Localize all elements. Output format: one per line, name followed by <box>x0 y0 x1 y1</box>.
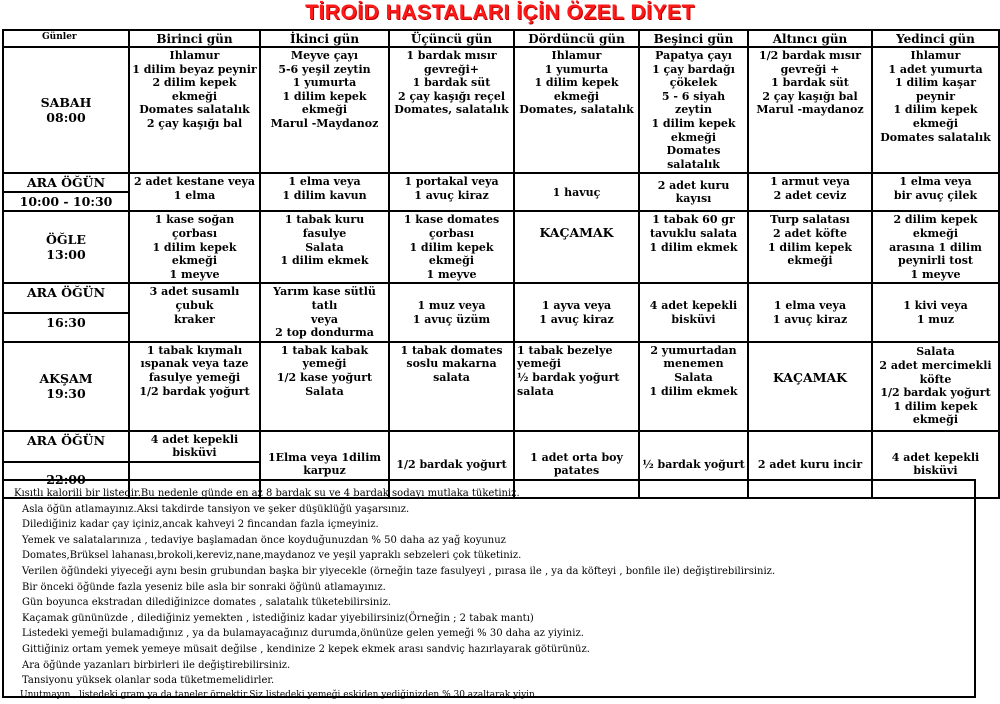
meal-cell: 1 havuç <box>514 173 639 211</box>
meal-cell: 1/2 bardak yoğurt <box>389 431 514 498</box>
meal-cell: 1 tabak domates soslu makarna salata <box>389 342 514 431</box>
meal-cell: Ihlamur 1 yumurta 1 dilim kepek ekmeği Domates, salatalık <box>514 47 639 173</box>
meal-cell: 1 ayva veya 1 avuç kiraz <box>514 283 639 341</box>
meal-cell: 1 kase domates çorbası 1 dilim kepek ekmeği 1 meyve <box>389 211 514 283</box>
meal-cell: 1 muz veya 1 avuç üzüm <box>389 283 514 341</box>
header-row <box>3 30 999 47</box>
meal-label: AKŞAM 19:30 <box>3 342 129 431</box>
meal-cell: 1Elma veya 1dilim karpuz <box>260 431 389 498</box>
notes-box <box>2 479 976 698</box>
meal-label: ÖĞLE 13:00 <box>3 211 129 283</box>
meal-cell: 3 adet susamlı çubuk kraker <box>129 283 260 341</box>
note-line: Asla öğün atlamayınız.Aksi takdirde tansiyon ve şeker düşüklüğü yaşarsınız. <box>22 503 410 515</box>
meal-cell: Papatya çayı 1 çay bardağı çökelek 5 - 6 siyah zeytin 1 dilim kepek ekmeği Domates salatalık <box>639 47 748 173</box>
note-line: Tansiyonu yüksek olanlar soda tüketmemelidirler. <box>22 675 275 687</box>
day-header: Yedinci gün <box>872 30 999 47</box>
note-line: Listedeki yemeği bulamadığınız , ya da bulamayacağınız durumda,önünüze gelen yemeği % 30 daha az yiyiniz. <box>22 628 584 640</box>
note-line: Ara öğünde yazanları birbirleri ile değiştirebilirsiniz. <box>22 659 291 671</box>
meal-cell: ½ bardak yoğurt <box>639 431 748 498</box>
meal-cell: 2 adet kuru kayısı <box>639 173 748 211</box>
meal-cell: Ihlamur 1 adet yumurta 1 dilim kaşar peynir 1 dilim kepek ekmeği Domates salatalık <box>872 47 999 173</box>
meal-cell: 2 adet kestane veya 1 elma <box>129 173 260 211</box>
meal-cell: 1 tabak bezelye yemeği ½ bardak yoğurt salata <box>514 342 639 431</box>
header-gunler: Günler <box>3 30 129 47</box>
meal-time: 10:00 - 10:30 <box>3 192 129 211</box>
meal-row-aksam <box>3 342 999 431</box>
meal-cell: 4 adet kepekli bisküvi <box>639 283 748 341</box>
meal-cell: 1 kase soğan çorbası 1 dilim kepek ekmeği 1 meyve <box>129 211 260 283</box>
meal-cell: Meyve çayı 5-6 yeşil zeytin 1 yumurta 1 dilim kepek ekmeği Marul -Maydanoz <box>260 47 389 173</box>
day-header: Beşinci gün <box>639 30 748 47</box>
meal-cell: 1 bardak mısır gevreği+ 1 bardak süt 2 çay kaşığı reçel Domates, salatalık <box>389 47 514 173</box>
meal-cell: Turp salatası 2 adet köfte 1 dilim kepek ekmeği <box>748 211 872 283</box>
day-header: Dördüncü gün <box>514 30 639 47</box>
meal-cell: Yarım kase sütlü tatlı veya 2 top dondurma <box>260 283 389 341</box>
meal-cell: 2 dilim kepek ekmeği arasına 1 dilim peynirli tost 1 meyve <box>872 211 999 283</box>
day-header: Üçüncü gün <box>389 30 514 47</box>
meal-row-sabah <box>3 47 999 173</box>
note-line: Dilediğiniz kadar çay içiniz,ancak kahveyi 2 fincandan fazla içmeyiniz. <box>22 519 379 531</box>
note-line: Domates,Brüksel lahanası,brokoli,kereviz,nane,maydanoz ve yeşil yapraklı sebzeleri çok tüketiniz. <box>22 550 522 562</box>
diet-table <box>2 29 1000 499</box>
meal-cell: 1 elma veya bir avuç çilek <box>872 173 999 211</box>
meal-cell: Salata 2 adet mercimekli köfte 1/2 bardak yoğurt 1 dilim kepek ekmeği <box>872 342 999 431</box>
note-line: Gittiğiniz ortam yemek yemeye müsait değilse , kendinize 2 kepek ekmek arası sandviç hazırlayarak götürünüz. <box>22 643 590 655</box>
meal-time: 22:00 <box>3 462 129 498</box>
meal-row-ogle <box>3 211 999 283</box>
meal-cell: 1 kivi veya 1 muz <box>872 283 999 341</box>
note-line: Unutmayın , listedeki gram ya da taneler örnektir.Siz listedeki yemeği eskiden yediğinizden % 30 azaltarak yiyin <box>20 689 535 700</box>
day-header: Birinci gün <box>129 30 260 47</box>
page-title: TİROİD HASTALARI İÇİN ÖZEL DİYET <box>305 1 695 24</box>
meal-row-ara-2 <box>3 283 999 312</box>
meal-label: ARA ÖĞÜN <box>3 283 129 312</box>
meal-cell: 1/2 bardak mısır gevreği + 1 bardak süt 2 çay kaşığı bal Marul -maydanoz <box>748 47 872 173</box>
meal-cell: 4 adet kepekli bisküvi <box>872 431 999 498</box>
meal-cell: 1 tabak kıymalı ıspanak veya taze fasulye yemeği 1/2 bardak yoğurt <box>129 342 260 431</box>
meal-cell: 1 portakal veya 1 avuç kiraz <box>389 173 514 211</box>
meal-cell: 1 tabak 60 gr tavuklu salata 1 dilim ekmek <box>639 211 748 283</box>
note-line: Verilen öğündeki yiyeceği aynı besin grubundan başka bir yiyecekle (örneğin taze fasulyeyi , pırasa ile , ya da köfteyi , bonfile ile) değiştirebilirsiniz. <box>22 565 776 577</box>
meal-cell: 1 elma veya 1 dilim kavun <box>260 173 389 211</box>
note-line: Kısıtlı kalorili bir listedir.Bu nedenle günde en az 8 bardak su ve 4 bardak sodayı mutlaka tüketiniz. <box>14 488 520 499</box>
meal-row-ara-3 <box>3 431 999 462</box>
day-header: İkinci gün <box>260 30 389 47</box>
note-line: Bir önceki öğünde fazla yeseniz bile asla bir sonraki öğünü atlamayınız. <box>22 581 386 593</box>
meal-row-ara-1 <box>3 173 999 192</box>
note-line: Gün boyunca ekstradan dilediğinizce domates , salatalık tüketebilirsiniz. <box>22 597 392 609</box>
meal-cell: 2 yumurtadan menemen Salata 1 dilim ekmek <box>639 342 748 431</box>
meal-cell: 1 tabak kuru fasulye Salata 1 dilim ekmek <box>260 211 389 283</box>
meal-cell: 1 armut veya 2 adet ceviz <box>748 173 872 211</box>
meal-label: ARA ÖĞÜN <box>3 173 129 192</box>
meal-cell: 1 tabak kabak yemeği 1/2 kase yoğurt Salata <box>260 342 389 431</box>
meal-cell: 2 adet kuru incir <box>748 431 872 498</box>
note-line: Yemek ve salatalarınıza , tedaviye başlamadan önce koyduğunuzdan % 50 daha az yağ koyunuz <box>22 534 506 546</box>
meal-cell: 1 adet orta boy patates <box>514 431 639 498</box>
meal-cell: Ihlamur 1 dilim beyaz peynir 2 dilim kepek ekmeği Domates salatalık 2 çay kaşığı bal <box>129 47 260 173</box>
kacamak-cell: KAÇAMAK <box>514 211 639 283</box>
meal-time: 16:30 <box>3 313 129 342</box>
meal-cell: 4 adet kepekli bisküvi <box>129 431 260 462</box>
kacamak-cell: KAÇAMAK <box>748 342 872 431</box>
day-header: Altıncı gün <box>748 30 872 47</box>
meal-cell: 1 elma veya 1 avuç kiraz <box>748 283 872 341</box>
meal-label: ARA ÖĞÜN <box>3 431 129 462</box>
note-line: Kaçamak gününüzde , dilediğiniz yemekten , istediğiniz kadar yiyebilirsiniz(Örneğin ; 2 tabak mantı) <box>22 612 534 624</box>
meal-label: SABAH 08:00 <box>3 47 129 173</box>
